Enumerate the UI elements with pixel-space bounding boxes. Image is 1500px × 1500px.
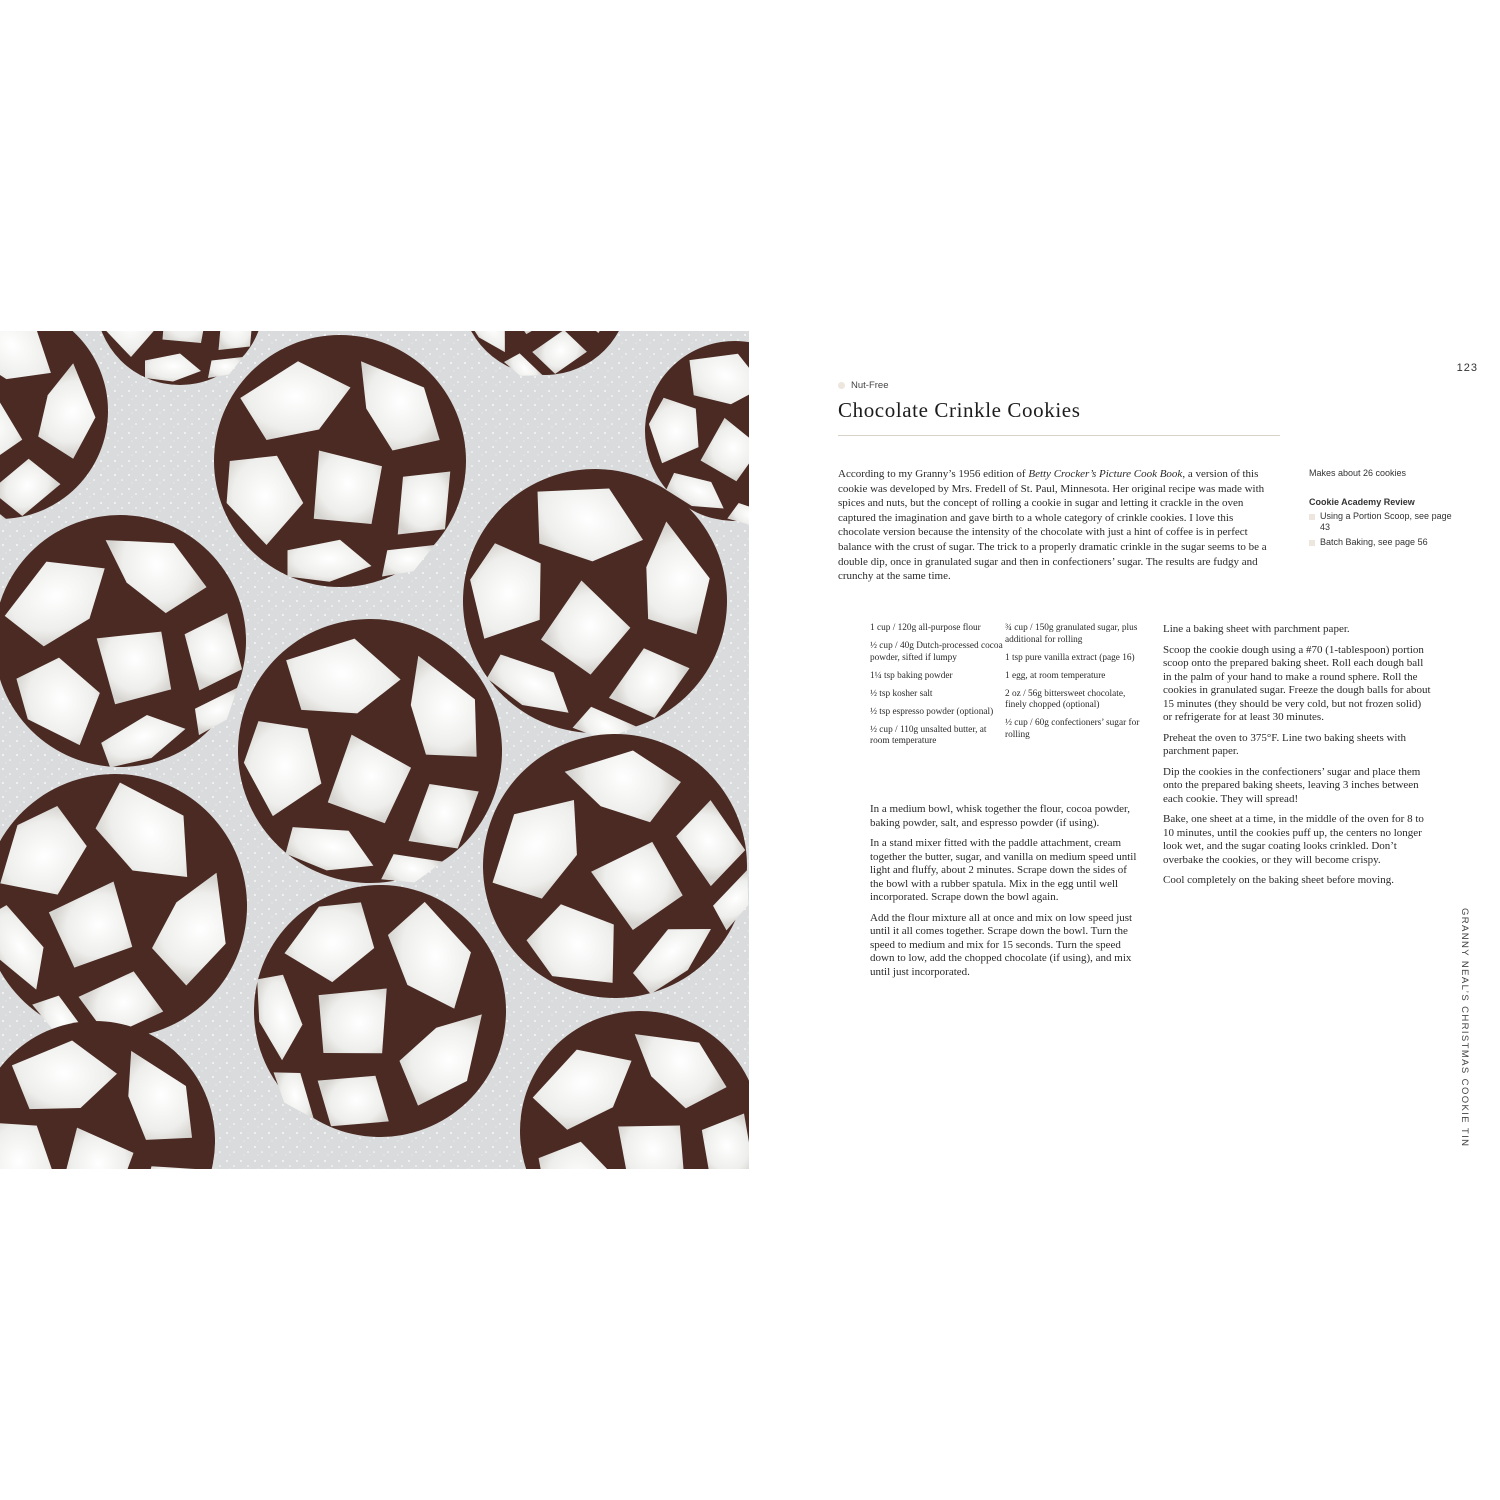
review-heading: Cookie Academy Review [1309, 497, 1415, 507]
ingredient: ½ tsp espresso powder (optional) [870, 706, 994, 717]
ingredient: ½ cup / 110g unsalted butter, at room temperature [870, 724, 987, 746]
recipe-yield: Makes about 26 cookies [1309, 468, 1407, 478]
method-step: In a medium bowl, whisk together the flour, cocoa powder, baking powder, salt, and espresso powder (if using). [870, 803, 1130, 829]
ingredient: 1 tsp pure vanilla extract (page 16) [1005, 652, 1135, 663]
ingredient: 1 egg, at room temperature [1005, 670, 1106, 681]
ingredients-list [870, 623, 1140, 754]
method-step: Line a baking sheet with parchment paper. [1163, 623, 1350, 635]
recipe-title: Chocolate Crinkle Cookies [838, 398, 1081, 422]
running-head: GRANNY NEAL’S CHRISTMAS COOKIE TIN [1459, 908, 1470, 1148]
method-step: Bake, one sheet at a time, in the middle of the oven for 8 to 10 minutes, until the cookies puff up, the centers no longer look wet, and the sugar coating looks crinkled. Don’t overbake the cookies, or they will become crispy. [1163, 813, 1424, 866]
review-item-label: Batch Baking, see page 56 [1320, 537, 1428, 547]
ingredient: 1¼ tsp baking powder [870, 670, 953, 681]
intro-book-title: Betty Crocker’s Picture Cook Book [1028, 468, 1183, 480]
ingredients-column-2 [1005, 623, 1140, 754]
ingredient: 1 cup / 120g all-purpose flour [870, 623, 981, 633]
ingredient: ½ cup / 60g confectioners’ sugar for rolling [1005, 718, 1140, 740]
method-column-right [1163, 623, 1433, 895]
method-step: In a stand mixer fitted with the paddle attachment, cream together the butter, sugar, and vanilla on medium speed until light and fluffy, about 2 minutes. Scrape down the sides of the bowl with a rubber spatula. Mix in the egg until well incorporated. Scrape down the bowl again. [870, 837, 1137, 903]
review-item [1309, 511, 1459, 533]
page-number: 123 [1456, 362, 1478, 374]
method-step: Preheat the oven to 375°F. Line two baking sheets with parchment paper. [1163, 731, 1407, 757]
ingredients-column-1 [870, 623, 1005, 754]
recipe-sidebar [1309, 468, 1459, 552]
ingredient: ¾ cup / 150g granulated sugar, plus additional for rolling [1005, 623, 1138, 645]
ingredient: 2 oz / 56g bittersweet chocolate, finely chopped (optional) [1005, 688, 1126, 710]
title-divider [838, 435, 1280, 436]
method-step: Dip the cookies in the confectioners’ sugar and place them onto the prepared baking sheets, leaving 3 inches between each cookie. They will spread! [1163, 765, 1421, 805]
review-item-label: Using a Portion Scoop, see page 43 [1320, 511, 1452, 532]
ingredient: ½ cup / 40g Dutch-processed cocoa powder, sifted if lumpy [870, 641, 1003, 663]
intro-text-after: , a version of this cookie was developed by Mrs. Fredell of St. Paul, Minnesota. Her original recipe was made with spices and nuts, but the concept of rolling a cookie in sugar and letting it crackle in the oven captured the imagination and gave birth to a whole category of crinkle cookies. I love this chocolate version because the intensity of the chocolate with just a hint of coffee is in perfect balance with the crust of sugar. The trick to a properly dramatic crinkle in the sugar seems to be a double dip, once in granulated sugar and then in confectioners’ sugar. The results are fudgy and crunchy at the same time. [838, 468, 1267, 583]
ingredient: ½ tsp kosher salt [870, 688, 933, 699]
badge-label: Nut-Free [851, 380, 889, 391]
method-column-left [870, 803, 1140, 986]
method-step: Scoop the cookie dough using a #70 (1-tablespoon) portion scoop onto the prepared baking sheet. Roll each dough ball in the palm of your hand to make a round sphere. Roll the cookies in granulated sugar. Freeze the dough balls for about 15 minutes (they should be very cold, but not frozen solid) or refrigerate for at least 30 minutes. [1163, 643, 1431, 723]
method-step: Add the flour mixture all at once and mix on low speed just until it all comes together. Scrape down the bowl. Turn the speed to medium and mix for 15 seconds. Turn the speed down to low, add the chopped chocolate (if using), and mix until just incorporated. [870, 911, 1133, 978]
cookie-photo [0, 331, 749, 1169]
bullet-icon [1309, 540, 1315, 546]
cookie-photo-illustration [0, 331, 749, 1169]
review-item [1309, 537, 1459, 548]
nut-free-badge [838, 380, 888, 391]
bullet-icon [1309, 514, 1315, 520]
method-step: Cool completely on the baking sheet before moving. [1163, 874, 1394, 886]
badge-dot-icon [838, 382, 845, 389]
recipe-intro [838, 467, 1278, 584]
intro-text-before: According to my Granny’s 1956 edition of [838, 468, 1029, 480]
